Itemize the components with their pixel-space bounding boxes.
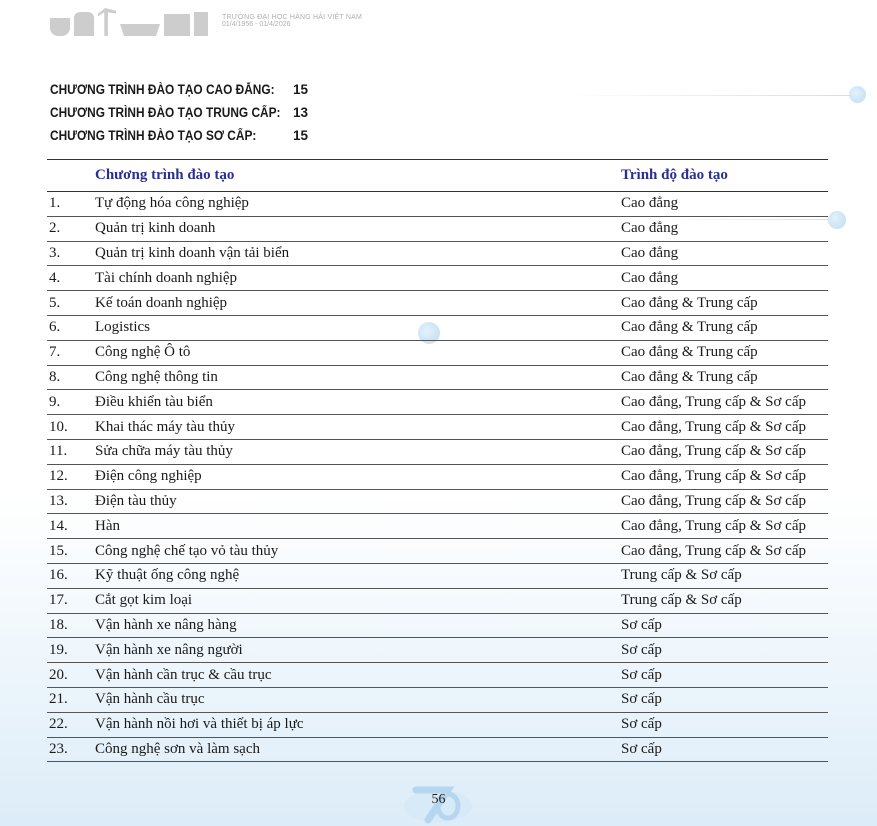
header-text bbox=[222, 14, 362, 28]
training-level: Sơ cấp bbox=[621, 716, 662, 733]
row-number: 10. bbox=[49, 418, 68, 435]
row-number: 19. bbox=[49, 641, 68, 658]
table-row bbox=[47, 192, 828, 217]
training-level: Cao đẳng, Trung cấp & Sơ cấp bbox=[621, 468, 807, 485]
training-level: Cao đẳng bbox=[621, 244, 679, 261]
training-level: Sơ cấp bbox=[621, 691, 662, 708]
program-name: Logistics bbox=[95, 319, 150, 336]
header-dates: 01/4/1956 - 01/4/2026 bbox=[222, 21, 291, 28]
header-illustration bbox=[50, 6, 208, 36]
table-row bbox=[47, 514, 828, 539]
training-level: Cao đẳng & Trung cấp bbox=[621, 319, 758, 336]
program-name: Kế toán doanh nghiệp bbox=[95, 294, 228, 311]
training-level: Trung cấp & Sơ cấp bbox=[621, 592, 742, 609]
port-icon bbox=[164, 14, 190, 36]
program-name: Vận hành xe nâng người bbox=[95, 641, 243, 658]
table-row bbox=[47, 564, 828, 589]
table-row bbox=[47, 440, 828, 465]
training-level: Sơ cấp bbox=[621, 616, 662, 633]
row-number: 5. bbox=[49, 294, 61, 311]
crane-icon bbox=[98, 8, 116, 36]
program-name: Điện tàu thủy bbox=[95, 492, 177, 509]
people-icon bbox=[74, 12, 94, 36]
row-number: 22. bbox=[49, 716, 68, 733]
training-level: Cao đẳng, Trung cấp & Sơ cấp bbox=[621, 418, 807, 435]
program-name: Tài chính doanh nghiệp bbox=[95, 269, 238, 286]
table-row bbox=[47, 688, 828, 713]
program-name: Công nghệ sơn và làm sạch bbox=[95, 740, 260, 757]
row-number: 21. bbox=[49, 691, 68, 708]
table-header bbox=[47, 160, 828, 192]
summary-value: 15 bbox=[293, 128, 309, 143]
program-name: Hàn bbox=[95, 517, 120, 534]
summary-row-so-cap bbox=[50, 124, 333, 147]
training-level: Sơ cấp bbox=[621, 666, 662, 683]
program-name: Điện công nghiệp bbox=[95, 468, 202, 485]
program-name: Công nghệ chế tạo vỏ tàu thủy bbox=[95, 542, 279, 559]
row-number: 7. bbox=[49, 344, 61, 361]
training-level: Trung cấp & Sơ cấp bbox=[621, 567, 742, 584]
row-number: 12. bbox=[49, 468, 68, 485]
table-row bbox=[47, 266, 828, 291]
table-row bbox=[47, 217, 828, 242]
summary-label: CHƯƠNG TRÌNH ĐÀO TẠO CAO ĐẲNG: bbox=[50, 82, 275, 97]
training-level: Cao đẳng bbox=[621, 269, 679, 286]
program-name: Quản trị kinh doanh bbox=[95, 220, 216, 237]
training-level: Cao đẳng, Trung cấp & Sơ cấp bbox=[621, 542, 807, 559]
table-row bbox=[47, 390, 828, 415]
program-name: Khai thác máy tàu thủy bbox=[95, 418, 235, 435]
row-number: 15. bbox=[49, 542, 68, 559]
table-row bbox=[47, 316, 828, 341]
summary-label: CHƯƠNG TRÌNH ĐÀO TẠO TRUNG CẤP: bbox=[50, 105, 281, 120]
program-name: Công nghệ thông tin bbox=[95, 368, 218, 385]
training-level: Sơ cấp bbox=[621, 641, 662, 658]
training-level: Cao đẳng, Trung cấp & Sơ cấp bbox=[621, 492, 807, 509]
row-number: 18. bbox=[49, 616, 68, 633]
row-number: 9. bbox=[49, 393, 61, 410]
column-header-program: Chương trình đào tạo bbox=[95, 167, 235, 183]
program-name: Kỹ thuật ống công nghệ bbox=[95, 567, 240, 584]
page-header bbox=[50, 4, 362, 38]
training-level: Cao đẳng & Trung cấp bbox=[621, 368, 758, 385]
table-row bbox=[47, 738, 828, 763]
table-row bbox=[47, 539, 828, 564]
table-row bbox=[47, 638, 828, 663]
programs-table bbox=[47, 159, 828, 762]
table-row bbox=[47, 415, 828, 440]
program-name: Vận hành nồi hơi và thiết bị áp lực bbox=[95, 716, 304, 733]
training-level: Cao đẳng bbox=[621, 220, 679, 237]
program-name: Vận hành xe nâng hàng bbox=[95, 616, 237, 633]
row-number: 16. bbox=[49, 567, 68, 584]
training-level: Cao đẳng bbox=[621, 195, 679, 212]
training-level: Cao đẳng, Trung cấp & Sơ cấp bbox=[621, 443, 807, 460]
row-number: 14. bbox=[49, 517, 68, 534]
row-number: 13. bbox=[49, 492, 68, 509]
program-name: Quản trị kinh doanh vận tải biển bbox=[95, 244, 290, 261]
row-number: 8. bbox=[49, 368, 61, 385]
table-row bbox=[47, 341, 828, 366]
row-number: 1. bbox=[49, 195, 61, 212]
program-name: Tự động hóa công nghiệp bbox=[95, 195, 249, 212]
decorative-dot bbox=[828, 211, 846, 229]
summary-row-trung-cap bbox=[50, 101, 333, 124]
training-level: Cao đẳng & Trung cấp bbox=[621, 344, 758, 361]
table-row bbox=[47, 366, 828, 391]
table-row bbox=[47, 663, 828, 688]
row-number: 3. bbox=[49, 244, 61, 261]
row-number: 2. bbox=[49, 220, 61, 237]
decorative-wave-line bbox=[560, 95, 860, 96]
program-summary bbox=[50, 78, 333, 147]
summary-label: CHƯƠNG TRÌNH ĐÀO TẠO SƠ CẤP: bbox=[50, 128, 257, 143]
header-university-name: TRƯỜNG ĐẠI HỌC HÀNG HẢI VIỆT NAM bbox=[222, 14, 362, 21]
table-row bbox=[47, 589, 828, 614]
row-number: 17. bbox=[49, 592, 68, 609]
table-row bbox=[47, 713, 828, 738]
row-number: 11. bbox=[49, 443, 68, 460]
training-level: Cao đẳng & Trung cấp bbox=[621, 294, 758, 311]
training-level: Sơ cấp bbox=[621, 740, 662, 757]
row-number: 20. bbox=[49, 666, 68, 683]
table-row bbox=[47, 242, 828, 267]
training-level: Cao đẳng, Trung cấp & Sơ cấp bbox=[621, 517, 807, 534]
table-row bbox=[47, 490, 828, 515]
row-number: 4. bbox=[49, 269, 61, 286]
cargo-ship-icon bbox=[120, 16, 160, 36]
program-name: Sửa chữa máy tàu thủy bbox=[95, 443, 233, 460]
program-name: Vận hành cần trục & cầu trục bbox=[95, 666, 272, 683]
program-name: Công nghệ Ô tô bbox=[95, 344, 191, 361]
table-row bbox=[47, 465, 828, 490]
program-name: Vận hành cầu trục bbox=[95, 691, 205, 708]
summary-value: 15 bbox=[293, 82, 309, 97]
program-name: Cắt gọt kim loại bbox=[95, 592, 193, 609]
row-number: 6. bbox=[49, 319, 61, 336]
decorative-dot bbox=[849, 86, 866, 103]
ship-icon bbox=[50, 18, 70, 36]
training-level: Cao đẳng, Trung cấp & Sơ cấp bbox=[621, 393, 807, 410]
table-body bbox=[47, 192, 828, 762]
building-icon bbox=[194, 12, 208, 36]
table-row bbox=[47, 614, 828, 639]
table-row bbox=[47, 291, 828, 316]
program-name: Điều khiển tàu biển bbox=[95, 393, 213, 410]
summary-value: 13 bbox=[293, 105, 309, 120]
page-number: 56 bbox=[431, 792, 446, 807]
summary-row-cao-dang bbox=[50, 78, 333, 101]
row-number: 23. bbox=[49, 740, 68, 757]
column-header-level: Trình độ đào tạo bbox=[621, 167, 728, 183]
